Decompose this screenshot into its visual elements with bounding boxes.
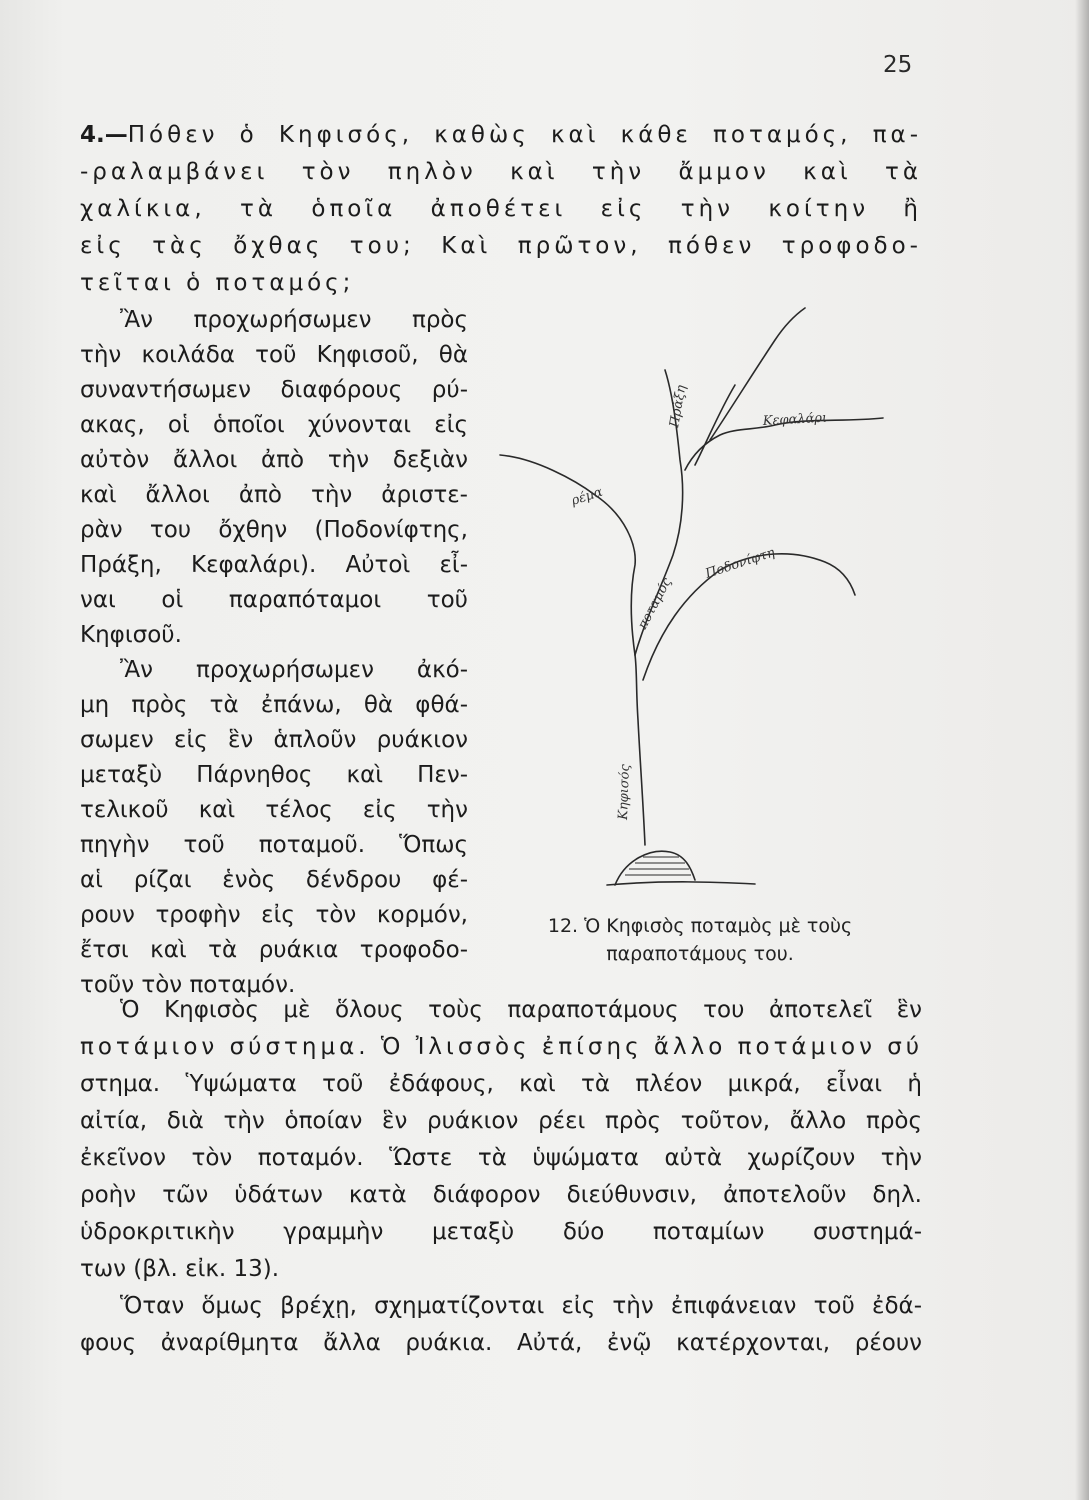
- paragraph5-line1: Ὅταν ὅμως βρέχῃ, σχηματίζονται εἰς τὴν ἐπιφάνειαν τοῦ ἐδά-: [120, 1293, 922, 1319]
- paragraph2-line8: Πράξη, Κεφαλάρι). Αὐτοὶ εἶ-: [80, 552, 468, 578]
- paragraph5-line2: φους ἀναρίθμητα ἄλλα ρυάκια. Αὐτά, ἐνῷ κατέρχονται, ρέουν: [80, 1330, 922, 1356]
- ground-line: [607, 882, 755, 885]
- paragraph4-line8: των (βλ. εἰκ. 13).: [80, 1256, 280, 1282]
- paragraph1-line5: τεῖται ὁ ποταμός;: [80, 270, 355, 296]
- paragraph3-line5: τελικοῦ καὶ τέλος εἰς τὴν: [80, 797, 468, 823]
- potamos-label: ποταμός: [635, 575, 675, 632]
- source-mound-line: [615, 851, 695, 885]
- paragraph4-line1: Ὁ Κηφισὸς μὲ ὅλους τοὺς παραποτάμους του ἀποτελεῖ ἓν: [120, 997, 922, 1023]
- paragraph2-line9: ναι οἱ παραπόταμοι τοῦ: [80, 587, 468, 613]
- paragraph4-line6: ροὴν τῶν ὑδάτων κατὰ διάφορον διεύθυνσιν, ἀποτελοῦν δηλ.: [80, 1182, 922, 1208]
- paragraph3-line10: τοῦν τὸν ποταμόν.: [80, 972, 296, 998]
- paragraph2-line1: Ἂν προχωρήσωμεν πρὸς: [120, 307, 468, 333]
- kifisos-river-line: [635, 655, 645, 845]
- paragraph3-line2: μη πρὸς τὰ ἐπάνω, θὰ φθά-: [80, 692, 468, 718]
- paragraph1-line1-text: Πόθεν ὁ Κηφισός, καθὼς καὶ κάθε ποταμός, πα-: [127, 122, 922, 148]
- paragraph1-line1: [80, 120, 922, 150]
- paragraph1-line4: εἰς τὰς ὄχθας του; Καὶ πρῶτον, πόθεν τροφοδο-: [80, 233, 922, 259]
- paragraph3-line1: Ἂν προχωρήσωμεν ἀκό-: [120, 657, 468, 683]
- rema-stream-line: [500, 455, 635, 655]
- paragraph4-line2: ποτάμιον σύστημα. Ὁ Ἰλισσὸς ἐπίσης ἄλλο ποτάμιον σύ: [80, 1034, 924, 1060]
- paragraph3-line7: αἱ ρίζαι ἑνὸς δένδρου φέ-: [80, 867, 468, 893]
- praxi-label: Πράξη: [667, 384, 690, 429]
- paragraph1-line2: -ραλαμβάνει τὸν πηλὸν καὶ τὴν ἄμμον καὶ τὰ: [80, 159, 922, 185]
- paragraph2-line3: συναντήσωμεν διαφόρους ρύ-: [80, 377, 468, 403]
- paragraph3-line8: ρουν τροφὴν εἰς τὸν κορμόν,: [80, 902, 468, 928]
- paragraph4-line7: ὑδροκριτικὴν γραμμὴν μεταξὺ δύο ποταμίων συστημά-: [80, 1219, 922, 1245]
- paragraph2-line7: ρὰν του ὄχθην (Ποδονίφτης,: [80, 517, 468, 543]
- paragraph2-line4: ακας, οἱ ὁποῖοι χύνονται εἰς: [80, 412, 468, 438]
- paragraph1-line3: χαλίκια, τὰ ὁποῖα ἀποθέτει εἰς τὴν κοίτην ἢ: [80, 196, 922, 222]
- section-number: 4.—: [80, 122, 128, 148]
- podonifti-stream-line: [643, 554, 855, 680]
- upper-tributary-line: [695, 385, 735, 465]
- paragraph3-line3: σωμεν εἰς ἓν ἁπλοῦν ρυάκιον: [80, 727, 468, 753]
- paragraph2-line6: καὶ ἄλλοι ἀπὸ τὴν ἀριστε-: [80, 482, 468, 508]
- paragraph4-line5: ἐκεῖνον τὸν ποταμόν. Ὥστε τὰ ὑψώματα αὐτὰ χωρίζουν τὴν: [80, 1145, 922, 1171]
- river-system-figure: [495, 300, 915, 900]
- paragraph2-line5: αὐτὸν ἄλλοι ἀπὸ τὴν δεξιὰν: [80, 447, 468, 473]
- paragraph4-line4: αἰτία, διὰ τὴν ὁποίαν ἓν ρυάκιον ρέει πρὸς τοῦτον, ἄλλο πρὸς: [80, 1108, 922, 1134]
- figure-caption-line1: 12. Ὁ Κηφισὸς ποταμὸς μὲ τοὺς: [547, 915, 853, 937]
- river-sketch: [495, 300, 915, 900]
- binding-shadow: [1075, 0, 1089, 1500]
- figure-caption-line2: παραποτάμους του.: [606, 943, 794, 965]
- paragraph3-line6: πηγὴν τοῦ ποταμοῦ. Ὅπως: [80, 832, 468, 858]
- kefalari-label: Κεφαλάρι: [762, 410, 828, 429]
- podonifti-label: Ποδονίφτη: [703, 545, 777, 582]
- kifisos-label: Κηφισός: [616, 763, 633, 821]
- paragraph3-line9: ἔτσι καὶ τὰ ρυάκια τροφοδο-: [80, 937, 468, 963]
- paragraph3-line4: μεταξὺ Πάρνηθος καὶ Πεν-: [80, 762, 468, 788]
- page-number: 25: [883, 52, 913, 78]
- paragraph2-line10: Κηφισοῦ.: [80, 622, 182, 648]
- paragraph2-line2: τὴν κοιλάδα τοῦ Κηφισοῦ, θὰ: [80, 342, 468, 368]
- rema-label: ρέμα: [569, 484, 605, 509]
- paragraph4-line3: στημα. Ὑψώματα τοῦ ἐδάφους, καὶ τὰ πλέον μικρά, εἶναι ἡ: [80, 1071, 922, 1097]
